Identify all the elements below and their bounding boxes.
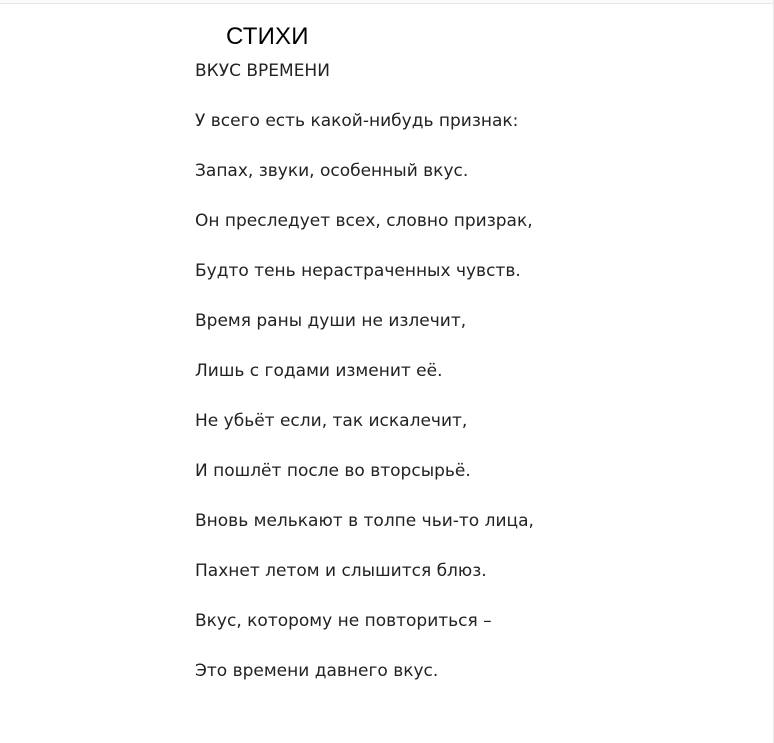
poem-line: Он преследует всех, словно призрак, bbox=[195, 211, 533, 231]
poem-line: Запах, звуки, особенный вкус. bbox=[195, 161, 469, 181]
poem-line: Лишь с годами изменит её. bbox=[195, 361, 443, 381]
poem-line: Пахнет летом и слышится блюз. bbox=[195, 561, 487, 581]
poem-line: Это времени давнего вкус. bbox=[195, 661, 439, 681]
page-top-border bbox=[0, 0, 774, 4]
poem-line: Не убьёт если, так искалечит, bbox=[195, 411, 468, 431]
poem-line: У всего есть какой-нибудь признак: bbox=[195, 111, 519, 131]
poem-line: И пошлёт после во вторсырьё. bbox=[195, 461, 471, 481]
poem-line: Вкус, которому не повториться – bbox=[195, 611, 492, 631]
section-heading: СТИХИ bbox=[226, 23, 309, 50]
poem-title: ВКУС ВРЕМЕНИ bbox=[195, 61, 330, 81]
poem-line: Время раны души не излечит, bbox=[195, 311, 467, 331]
poem-lines bbox=[195, 108, 755, 684]
poem bbox=[195, 58, 755, 684]
poem-line: Будто тень нерастраченных чувств. bbox=[195, 261, 521, 281]
poem-line: Вновь мелькают в толпе чьи-то лица, bbox=[195, 511, 534, 531]
